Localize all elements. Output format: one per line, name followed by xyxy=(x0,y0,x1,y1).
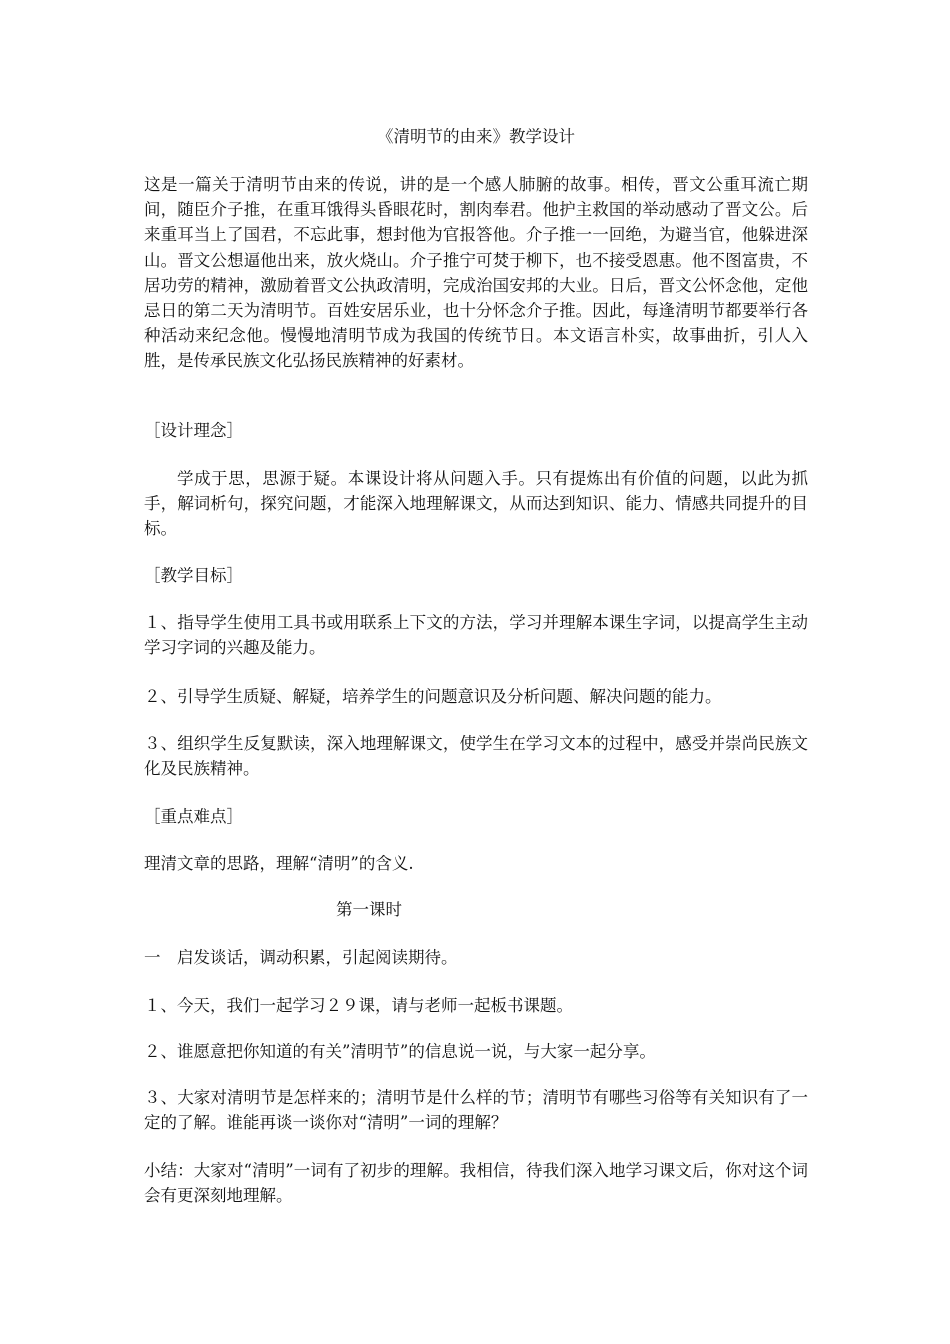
summary-paragraph: 小结：大家对“清明”一词有了初步的理解。我相信，待我们深入地学习课文后，你对这个词会有更深刻地理解。 xyxy=(144,1161,808,1206)
key-points-heading: ［重点难点］ xyxy=(144,807,243,826)
step-item-2: ２、谁愿意把你知道的有关”清明节”的信息说一说，与大家一起分享。 xyxy=(144,1042,656,1061)
document-title: 《清明节的由来》教学设计 xyxy=(377,127,575,146)
concept-paragraph: 学成于思，思源于疑。本课设计将从问题入手。只有提炼出有价值的问题，以此为抓手，解词析句，探究问题，才能深入地理解课文，从而达到知识、能力、情感共同提升的目标。 xyxy=(144,469,808,539)
intro-paragraph: 这是一篇关于清明节由来的传说，讲的是一个感人肺腑的故事。相传，晋文公重耳流亡期间，随臣介子推，在重耳饿得头昏眼花时，割肉奉君。他护主救国的举动感动了晋文公。后来重耳当上了国君，不忘此事，想封他为官报答他。介子推一一回绝，为避当官，他躲进深山。晋文公想逼他出来，放火烧山。介子推宁可焚于柳下，也不接受恩惠。他不图富贵，不居功劳的精神，激励着晋文公执政清明，完成治国安邦的大业。日后，晋文公怀念他，定他忌日的第二天为清明节。百姓安居乐业，也十分怀念介子推。因此，每逢清明节都要举行各种活动来纪念他。慢慢地清明节成为我国的传统节日。本文语言朴实，故事曲折，引人入胜，是传承民族文化弘扬民族精神的好素材。 xyxy=(144,175,808,371)
key-points-text: 理清文章的思路，理解“清明”的含义. xyxy=(144,854,414,873)
step-item-1: １、今天，我们一起学习２９课，请与老师一起板书课题。 xyxy=(144,996,573,1015)
lesson-title: 第一课时 xyxy=(336,900,402,919)
concept-heading: ［设计理念］ xyxy=(144,421,243,440)
goal-item-1: １、指导学生使用工具书或用联系上下文的方法，学习并理解本课生字词，以提高学生主动学习字词的兴趣及能力。 xyxy=(144,613,808,658)
goal-item-2: ２、引导学生质疑、解疑，培养学生的问题意识及分析问题、解决问题的能力。 xyxy=(144,687,722,706)
step-item-3: ３、大家对清明节是怎样来的；清明节是什么样的节；清明节有哪些习俗等有关知识有了一定的了解。谁能再谈一谈你对“清明”一词的理解？ xyxy=(144,1088,808,1133)
goals-heading: ［教学目标］ xyxy=(144,566,243,585)
goal-item-3: ３、组织学生反复默读，深入地理解课文，使学生在学习文本的过程中，感受并崇尚民族文化及民族精神。 xyxy=(144,734,808,779)
step-heading: 一 启发谈话，调动积累，引起阅读期待。 xyxy=(144,948,458,967)
